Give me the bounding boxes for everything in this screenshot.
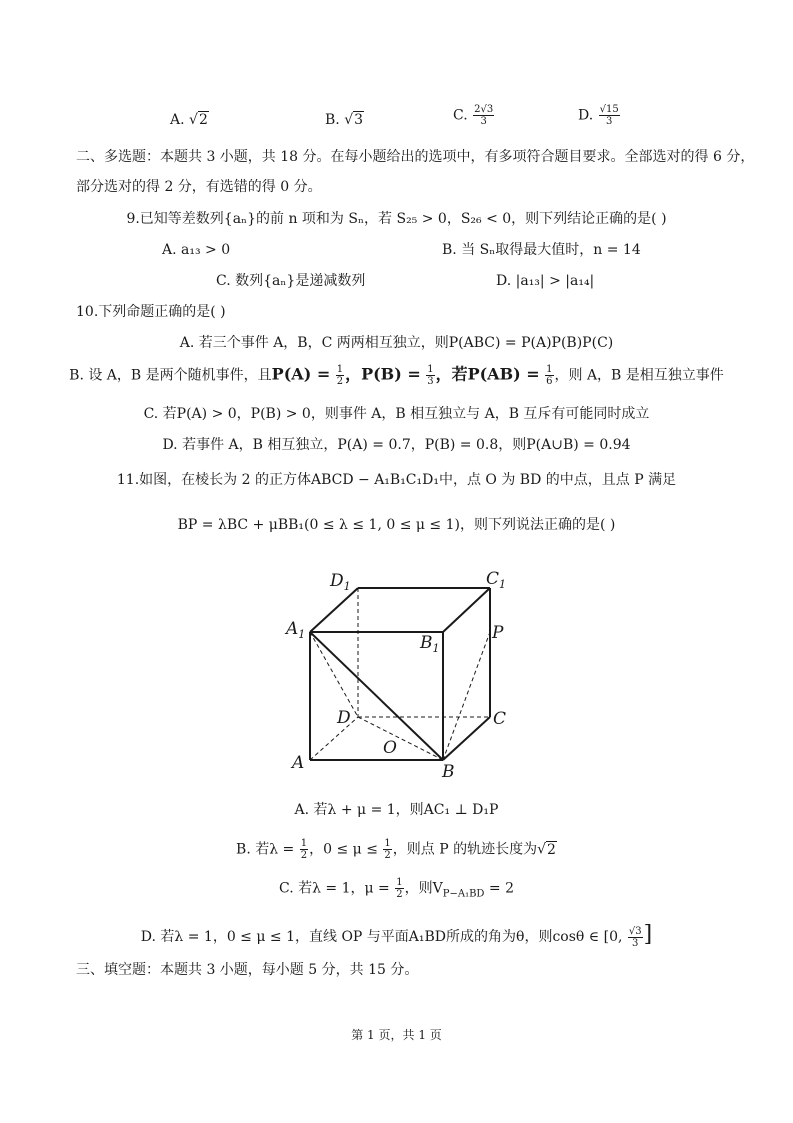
label-c: C xyxy=(493,709,507,729)
q8-option-a: A. √2 xyxy=(170,112,208,128)
label-a: A xyxy=(292,753,305,773)
q8-option-d: D. $\frac{√15}{3}$ xyxy=(578,104,619,127)
section2-line1: 二、多选题：本题共 3 小题，共 18 分。在每小题给出的选项中，有多项符合题目要求。全部选对的得 6 分， xyxy=(76,149,755,165)
q11-option-c: C. 若λ = 1，μ = $\frac{1}{2}$ ，则$V_{P-A_1BD} = 2$ xyxy=(278,877,515,900)
q8-option-b: B. √3 xyxy=(325,112,364,128)
label-b1: $B_1$ xyxy=(420,633,440,655)
label-b: B xyxy=(442,762,455,780)
section2-line2: 部分选对的得 2 分，有选错的得 0 分。 xyxy=(76,179,322,195)
q9-option-b: B. 当 Sₙ取得最大值时，n = 14 xyxy=(442,242,641,258)
q9-option-d: D. |a₁₃| > |a₁₄| xyxy=(496,273,595,289)
q10-option-a: A. 若三个事件 A，B，C 两两相互独立，则P(ABC) = P(A)P(B)P(C) xyxy=(179,335,614,351)
section3-header: 三、填空题：本题共 3 小题，每小题 5 分，共 15 分。 xyxy=(76,962,419,978)
q9-option-a: A. a₁₃ > 0 xyxy=(162,242,231,258)
q11-stem-line1: 11.如图，在棱长为 2 的正方体ABCD − A₁B₁C₁D₁中，点 O 为 BD 的中点，且点 P 满足 xyxy=(116,472,677,488)
edge-b-c xyxy=(443,717,490,760)
q10-option-b: B. 设 A，B 是两个随机事件，且P(A) = $\frac{1}{2}$ ，P(B) = $\frac{1}{3}$ ，若P(AB) = $\frac{1}{6}$ ，则 A，B 是相互独立事件 xyxy=(69,364,724,387)
q10-stem: 10.下列命题正确的是( ) xyxy=(76,304,226,320)
label-a1: $A_1$ xyxy=(286,619,306,641)
edge-b1-c1 xyxy=(443,588,490,632)
q11-stem-line2: BP = λBC + μBB₁(0 ≤ λ ≤ 1, 0 ≤ μ ≤ 1)，则下列说法正确的是( ) xyxy=(177,517,616,533)
cube-figure xyxy=(280,560,530,780)
segment-b-p-hidden xyxy=(443,632,490,760)
segment-a1-d-hidden xyxy=(310,632,358,717)
label-p: P xyxy=(492,623,504,643)
label-d: D xyxy=(337,708,351,728)
q9-option-c: C. 数列{aₙ}是递减数列 xyxy=(216,273,366,289)
q8-option-c: C. $\frac{2√3}{3}$ xyxy=(453,104,494,127)
q11-option-b: B. 若λ = $\frac{1}{2}$ ，0 ≤ μ ≤ $\frac{1}{2}$ ，则点 P 的轨迹长度为√2 xyxy=(236,838,556,861)
segment-d-b-hidden xyxy=(358,717,443,760)
edge-a-d-hidden xyxy=(310,717,358,760)
q11-option-d: D. 若λ = 1，0 ≤ μ ≤ 1，直线 OP 与平面A₁BD所成的角为θ，则cosθ ∈ [0, $\frac{√3}{3}$ ] xyxy=(140,922,653,949)
q11-option-a: A. 若λ + μ = 1，则AC₁ ⊥ D₁P xyxy=(294,802,499,818)
label-o: O xyxy=(383,738,397,758)
q9-stem: 9.已知等差数列{aₙ}的前 n 项和为 Sₙ，若 S₂₅ > 0，S₂₆ < 0，则下列结论正确的是( ) xyxy=(126,211,667,227)
edge-a1-d1 xyxy=(310,588,358,632)
label-c1: $C_1$ xyxy=(486,569,507,591)
q10-option-d: D. 若事件 A，B 相互独立，P(A) = 0.7，P(B) = 0.8，则P(A∪B) = 0.94 xyxy=(162,437,631,453)
q10-option-c: C. 若P(A) > 0，P(B) > 0，则事件 A，B 相互独立与 A，B 互斥有可能同时成立 xyxy=(143,406,650,422)
page-footer: 第 1 页，共 1 页 xyxy=(351,1028,442,1042)
label-d1: $D_1$ xyxy=(330,571,351,593)
